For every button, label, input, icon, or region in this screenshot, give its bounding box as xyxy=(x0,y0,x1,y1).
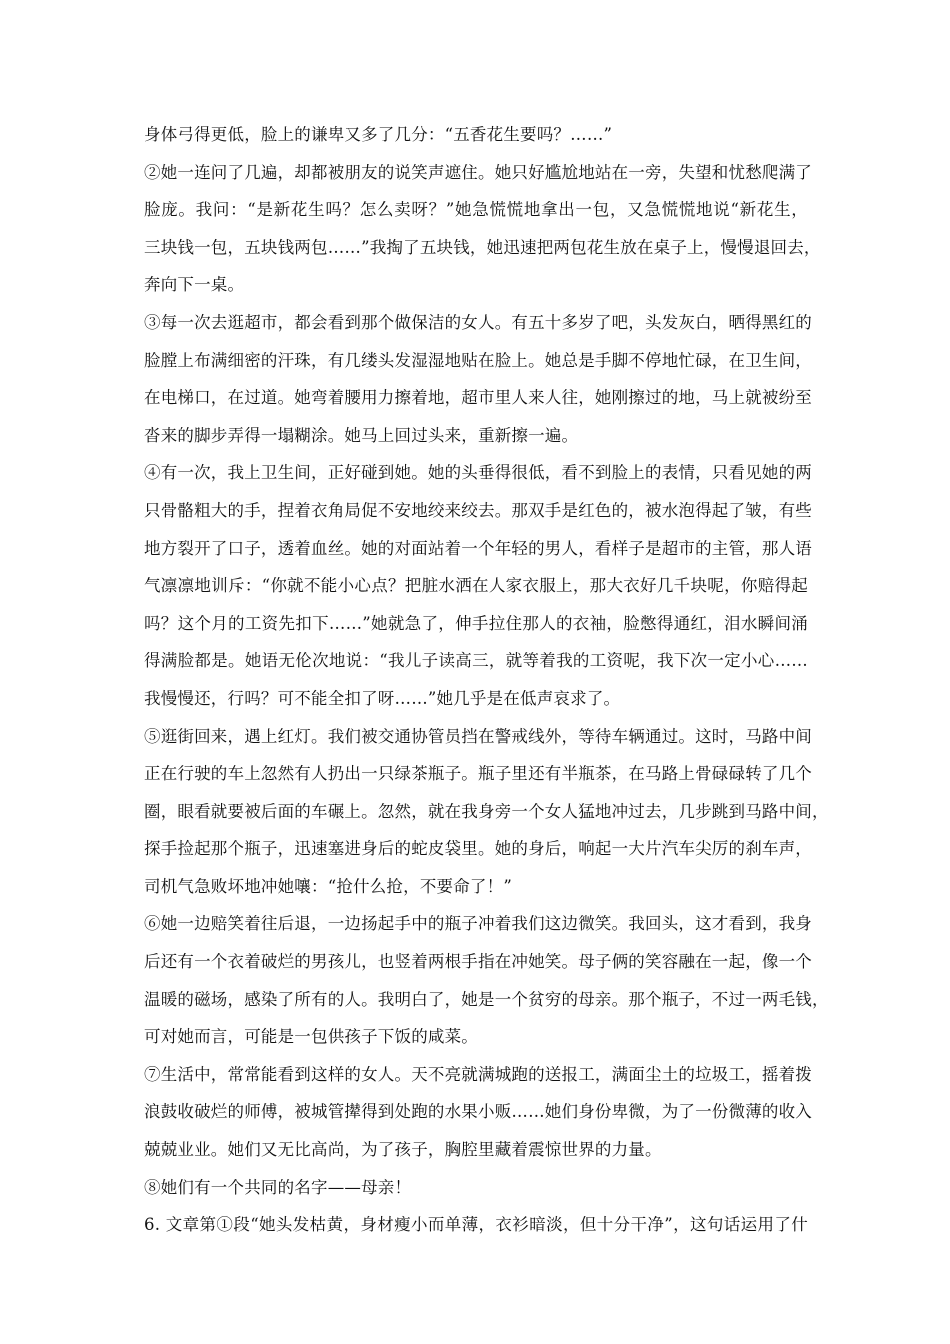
question-6-line-1: 6. 文章第①段“她头发枯黄，身材瘦小而单薄，衣衫暗淡，但十分干净”，这句话运用了什 xyxy=(144,1215,808,1235)
paragraph-2-line-4: 奔向下一桌。 xyxy=(144,275,245,295)
paragraph-8-line-1: ⑧她们有一个共同的名字——母亲！ xyxy=(144,1177,412,1197)
paragraph-3-line-3: 在电梯口，在过道。她弯着腰用力擦着地，超市里人来人往，她刚擦过的地，马上就被纷至 xyxy=(144,388,812,408)
paragraph-6-line-4: 可对她而言，可能是一包供孩子下饭的咸菜。 xyxy=(144,1027,478,1047)
paragraph-5-line-2: 正在行驶的车上忽然有人扔出一只绿茶瓶子。瓶子里还有半瓶茶，在马路上骨碌碌转了几个 xyxy=(144,764,812,784)
paragraph-5-line-3: 圈，眼看就要被后面的车碾上。忽然，就在我身旁一个女人猛地冲过去，几步跳到马路中间， xyxy=(144,801,829,821)
paragraph-2-line-3: 三块钱一包，五块钱两包……”我掏了五块钱，她迅速把两包花生放在桌子上，慢慢退回去， xyxy=(144,237,821,257)
paragraph-3-line-4: 沓来的脚步弄得一塌糊涂。她马上回过头来，重新擦一遍。 xyxy=(144,425,579,445)
paragraph-4-line-6: 得满脸都是。她语无伦次地说：“我儿子读高三，就等着我的工资呢，我下次一定小心…… xyxy=(144,651,808,671)
paragraph-4-line-2: 只骨骼粗大的手，捏着衣角局促不安地绞来绞去。那双手是红色的，被水泡得起了皱，有些 xyxy=(144,500,812,520)
paragraph-5-line-5: 司机气急败坏地冲她嚷：“抢什么抢，不要命了！” xyxy=(144,876,512,896)
paragraph-6-line-1: ⑥她一边赔笑着往后退，一边扬起手中的瓶子冲着我们这边微笑。我回头，这才看到，我身 xyxy=(144,914,812,934)
paragraph-4-line-1: ④有一次，我上卫生间，正好碰到她。她的头垂得很低，看不到脸上的表情，只看见她的两 xyxy=(144,463,812,483)
paragraph-7-line-1: ⑦生活中，常常能看到这样的女人。天不亮就满城跑的送报工，满面尘土的垃圾工，摇着拨 xyxy=(144,1064,812,1084)
paragraph-2-line-1: ②她一连问了几遍，却都被朋友的说笑声遮住。她只好尴尬地站在一旁，失望和忧愁爬满了 xyxy=(144,162,812,182)
paragraph-4-line-4: 气凛凛地训斥：“你就不能小心点？把脏水洒在人家衣服上，那大衣好几千块呢，你赔得起 xyxy=(144,576,808,596)
paragraph-5-line-4: 探手捡起那个瓶子，迅速塞进身后的蛇皮袋里。她的身后，响起一大片汽车尖厉的刹车声， xyxy=(144,839,812,859)
paragraph-4-line-3: 地方裂开了口子，透着血丝。她的对面站着一个年轻的男人，看样子是超市的主管，那人语 xyxy=(144,538,812,558)
paragraph-2-line-2: 脸庞。我问：“是新花生吗？怎么卖呀？”她急慌慌地拿出一包，又急慌慌地说“新花生， xyxy=(144,200,808,220)
paragraph-3-line-1: ③每一次去逛超市，都会看到那个做保洁的女人。有五十多岁了吧，头发灰白，晒得黑红的 xyxy=(144,312,812,332)
paragraph-6-line-2: 后还有一个衣着破烂的男孩儿，也竖着两根手指在冲她笑。母子俩的笑容融在一起，像一个 xyxy=(144,952,812,972)
paragraph-6-line-3: 温暖的磁场，感染了所有的人。我明白了，她是一个贫穷的母亲。那个瓶子，不过一两毛钱， xyxy=(144,989,829,1009)
paragraph-5-line-1: ⑤逛街回来，遇上红灯。我们被交通协管员挡在警戒线外，等待车辆通过。这时，马路中间 xyxy=(144,726,812,746)
paragraph-7-line-3: 兢兢业业。她们又无比高尚，为了孩子，胸腔里藏着震惊世界的力量。 xyxy=(144,1140,662,1160)
paragraph-4-line-5: 吗？这个月的工资先扣下……”她就急了，伸手拉住那人的衣袖，脸憋得通红，泪水瞬间涌 xyxy=(144,613,808,633)
paragraph-7-line-2: 浪鼓收破烂的师傅，被城管撵得到处跑的水果小贩……她们身份卑微，为了一份微薄的收入 xyxy=(144,1102,812,1122)
paragraph-3-line-2: 脸膛上布满细密的汗珠，有几缕头发湿湿地贴在脸上。她总是手脚不停地忙碌，在卫生间， xyxy=(144,350,812,370)
article-text xyxy=(144,116,829,1244)
paragraph-4-line-7: 我慢慢还，行吗？可不能全扣了呀……”她几乎是在低声哀求了。 xyxy=(144,688,621,708)
text-line-1: 身体弓得更低，脸上的谦卑又多了几分：“五香花生要吗？……” xyxy=(144,125,613,144)
